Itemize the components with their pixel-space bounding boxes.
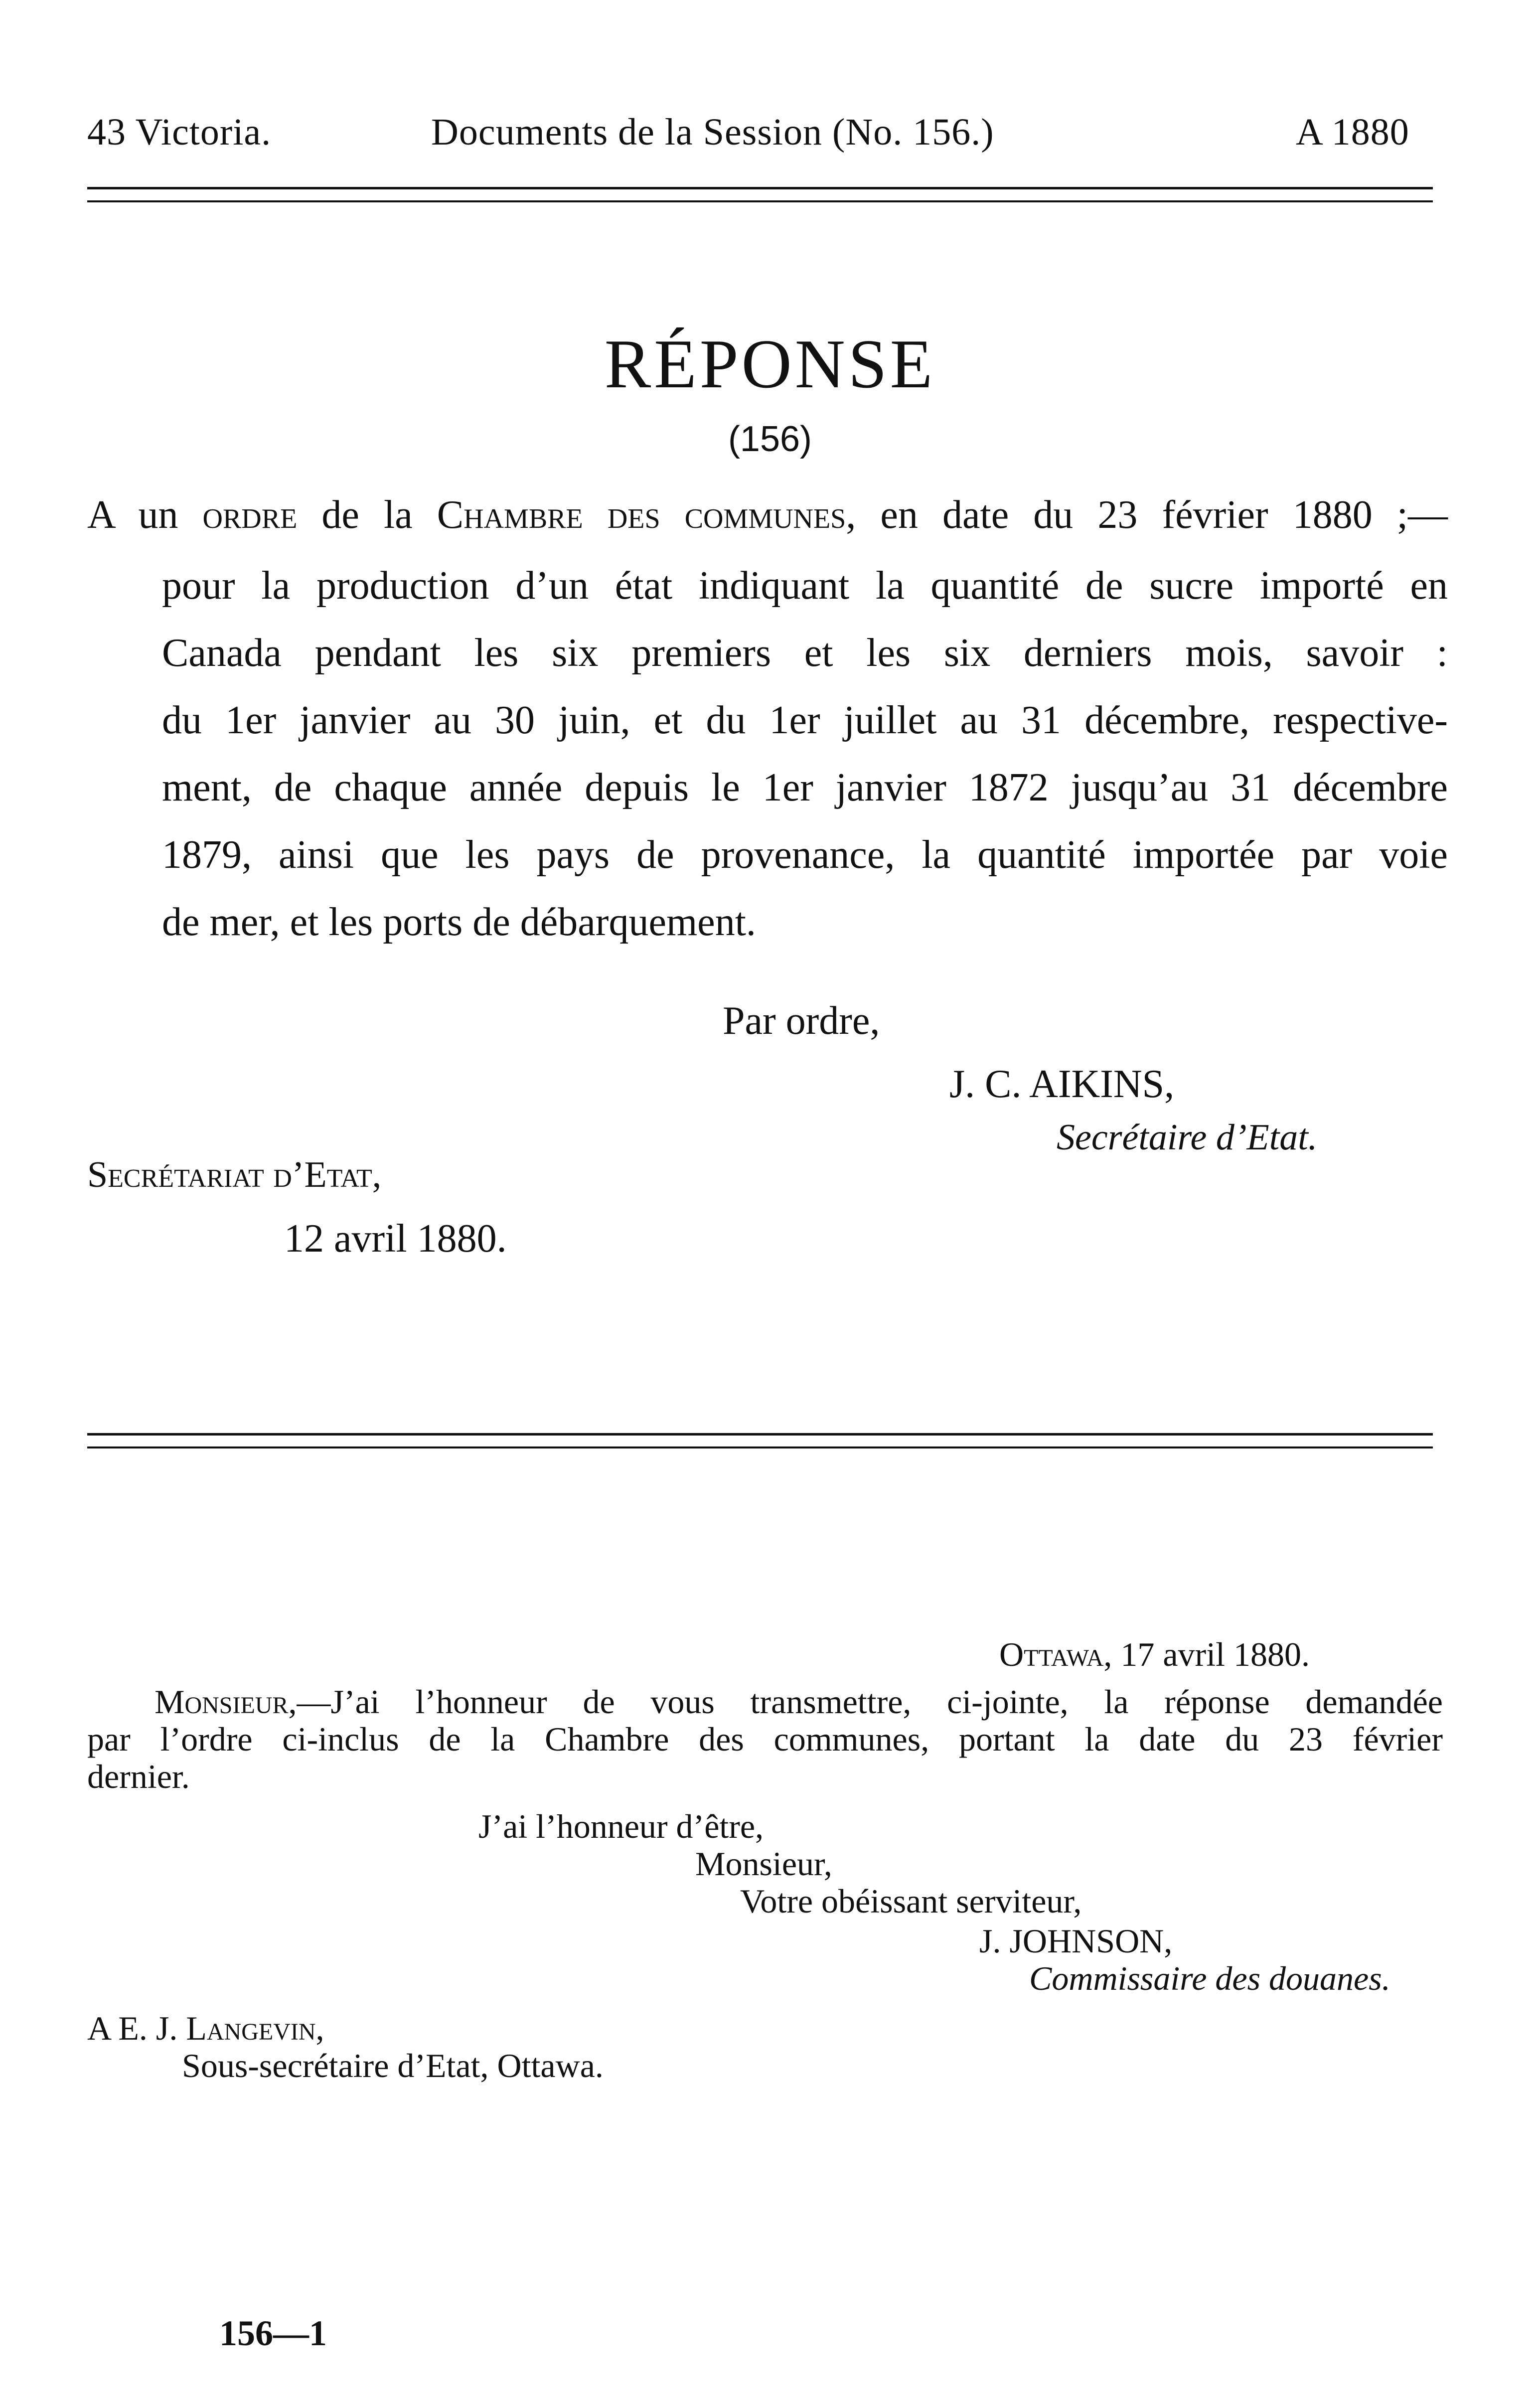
page-title: RÉPONSE: [604, 325, 936, 403]
letter-line: par l’ordre ci-inclus de la Chambre des communes, portant la date du 23 février: [87, 1720, 1443, 1758]
letter-closing: J’ai l’honneur d’être,: [478, 1807, 764, 1845]
header-rule: [87, 187, 1433, 202]
par-ordre: Par ordre,: [723, 999, 880, 1043]
order-line: pour la production d’un état indiquant la quantité de sucre importé en: [162, 564, 1448, 608]
order-line: 1879, ainsi que les pays de provenance, la quantité importée par voie: [162, 833, 1448, 877]
order-line: ment, de chaque année depuis le 1er janvier 1872 jusqu’au 31 décembre: [162, 766, 1448, 809]
signatory-title: Secrétaire d’Etat.: [1057, 1117, 1318, 1158]
letter-place-date: Ottawa, 17 avril 1880.: [999, 1635, 1310, 1673]
letter-addressee: A E. J. Langevin,: [87, 2009, 324, 2047]
letter-signer: J. JOHNSON,: [979, 1922, 1173, 1960]
order-line: Canada pendant les six premiers et les six derniers mois, savoir :: [162, 631, 1448, 675]
title-number: (156): [728, 419, 812, 459]
letter-addressee-title: Sous-secrétaire d’Etat, Ottawa.: [182, 2047, 604, 2084]
letter-line: Monsieur,—J’ai l’honneur de vous transmettre, ci-jointe, la réponse demandée: [154, 1683, 1443, 1721]
order-line: du 1er janvier au 30 juin, et du 1er juillet au 31 décembre, respective-: [162, 698, 1448, 742]
header-session-year: 43 Victoria.: [87, 111, 272, 153]
letter-signer-title: Commissaire des douanes.: [1029, 1959, 1390, 1997]
page-footer-number: 156—1: [219, 2313, 327, 2353]
secretariat-date: 12 avril 1880.: [284, 1217, 507, 1261]
header-year: A 1880: [1296, 111, 1409, 153]
order-first-line: A un ordre de la Chambre des communes, en date du 23 février 1880 ;—: [87, 493, 1448, 537]
letter-closing: Monsieur,: [695, 1845, 832, 1883]
letter-closing: Votre obéissant serviteur,: [740, 1882, 1082, 1920]
signatory-name: J. C. AIKINS,: [949, 1062, 1175, 1106]
header-document-title: Documents de la Session (No. 156.): [431, 111, 994, 153]
secretariat-name: Secrétariat d’Etat,: [87, 1154, 382, 1195]
order-last-line: de mer, et les ports de débarquement.: [162, 900, 756, 944]
letter-line: dernier.: [87, 1758, 190, 1795]
section-rule: [87, 1433, 1433, 1448]
